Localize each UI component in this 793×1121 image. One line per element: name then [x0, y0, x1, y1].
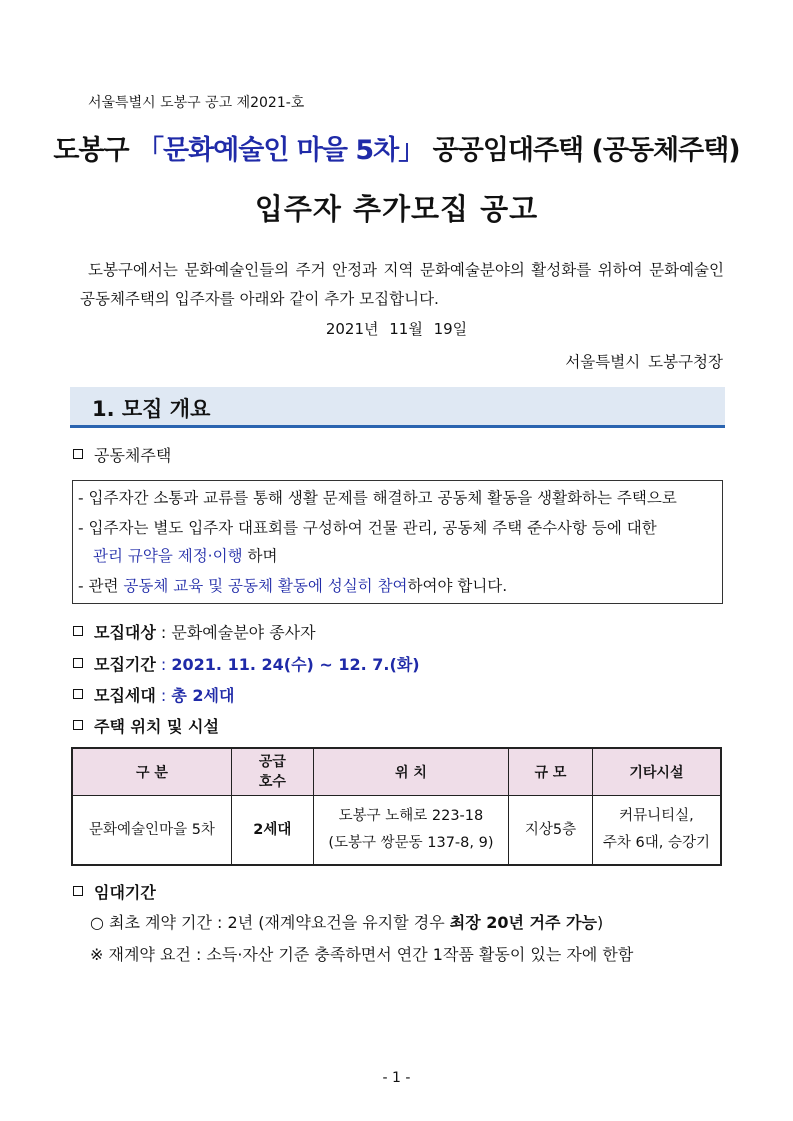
location-line-1: 도봉구 노해로 223-18 — [338, 808, 484, 824]
cell-facilities — [592, 796, 721, 866]
target-label: 모집대상 — [94, 623, 156, 642]
header-units — [231, 748, 313, 796]
title-suffix: 공공임대주택 (공동체주택) — [424, 135, 740, 166]
lease-term-post: ) — [596, 913, 604, 932]
header-location: 위 치 — [313, 748, 508, 796]
square-bullet-icon — [73, 626, 83, 636]
facility-table — [71, 747, 722, 866]
box-line-3 — [93, 544, 277, 566]
location-line-2: (도봉구 쌍문동 137-8, 9) — [328, 835, 494, 851]
lease-heading — [73, 880, 156, 903]
period-item — [73, 652, 420, 675]
section-header — [70, 387, 725, 428]
facilities-line-2: 주차 6대, 승강기 — [602, 835, 710, 851]
households-label: 모집세대 — [94, 686, 156, 705]
cell-scale: 지상5층 — [509, 796, 593, 866]
intro-paragraph — [80, 256, 724, 314]
issuing-office: 서울특별시 도봉구청장 — [565, 353, 723, 371]
header-category: 구 분 — [72, 748, 231, 796]
square-bullet-icon — [73, 720, 83, 730]
page-title — [0, 128, 793, 167]
lease-term-pre: ○ 최초 계약 기간 : 2년 (재계약요건을 유지할 경우 — [90, 913, 450, 932]
title-prefix: 도봉구 — [53, 135, 137, 166]
target-value: : 문화예술분야 종사자 — [155, 623, 316, 642]
box-line-3-highlight: 관리 규약을 제정·이행 — [93, 547, 243, 565]
period-value: 2021. 11. 24(수) ~ 12. 7.(화) — [171, 655, 420, 674]
community-heading — [73, 443, 171, 466]
box-line-4-pre: - 관련 — [78, 577, 124, 595]
lease-term-bold: 최장 20년 거주 가능 — [449, 913, 597, 932]
box-line-1: - 입주자간 소통과 교류를 통해 생활 문제를 해결하고 공동체 활동을 생활화하는 주택으로 — [78, 489, 677, 507]
community-label: 공동체주택 — [94, 446, 172, 465]
table-header-row — [72, 748, 721, 796]
table-row — [72, 796, 721, 866]
notice-date: 2021년 11월 19일 — [325, 320, 468, 338]
page-number: - 1 - — [382, 1070, 411, 1086]
square-bullet-icon — [73, 689, 83, 699]
box-line-2: - 입주자는 별도 입주자 대표회를 구성하여 건물 관리, 공동체 주택 준수사항 등에 대한 — [78, 519, 657, 537]
page-subtitle: 입주자 추가모집 공고 — [254, 192, 539, 226]
header-units-text: 공급 호수 — [258, 754, 286, 790]
community-info-box — [72, 480, 723, 604]
notice-number: 서울특별시 도봉구 공고 제2021-호 — [88, 95, 305, 111]
box-line-4 — [78, 574, 507, 596]
cell-units: 2세대 — [231, 796, 313, 866]
facilities-line-1: 커뮤니티실, — [619, 808, 694, 824]
households-value: 총 2세대 — [171, 686, 235, 705]
square-bullet-icon — [73, 449, 83, 459]
lease-term — [90, 910, 603, 933]
intro-text: 도봉구에서는 문화예술인들의 주거 안정과 지역 문화예술분야의 활성화를 위하여 문화예술인 공동체주택의 입주자를 아래와 같이 추가 모집합니다. — [80, 261, 724, 308]
target-item — [73, 620, 316, 643]
square-bullet-icon — [73, 658, 83, 668]
households-sep: : — [155, 686, 172, 705]
box-line-4-rest: 하여야 합니다. — [407, 577, 508, 595]
period-label: 모집기간 — [94, 655, 156, 674]
households-item — [73, 683, 234, 706]
header-facilities: 기타시설 — [592, 748, 721, 796]
title-highlight: 「문화예술인 마을 5차」 — [137, 135, 425, 166]
box-line-4-highlight: 공동체 교육 및 공동체 활동에 성실히 참여 — [123, 577, 408, 595]
period-sep: : — [155, 655, 172, 674]
box-line-3-rest: 하며 — [242, 547, 278, 565]
section-title: 1. 모집 개요 — [92, 397, 211, 421]
facility-heading — [73, 714, 219, 737]
header-scale: 규 모 — [509, 748, 593, 796]
renewal-condition: ※ 재계약 요건 : 소득·자산 기준 충족하면서 연간 1작품 활동이 있는 자에 한함 — [90, 945, 634, 964]
cell-location — [313, 796, 508, 866]
lease-label: 임대기간 — [94, 883, 156, 902]
square-bullet-icon — [73, 886, 83, 896]
facility-label: 주택 위치 및 시설 — [94, 717, 219, 736]
cell-name: 문화예술인마을 5차 — [72, 796, 231, 866]
